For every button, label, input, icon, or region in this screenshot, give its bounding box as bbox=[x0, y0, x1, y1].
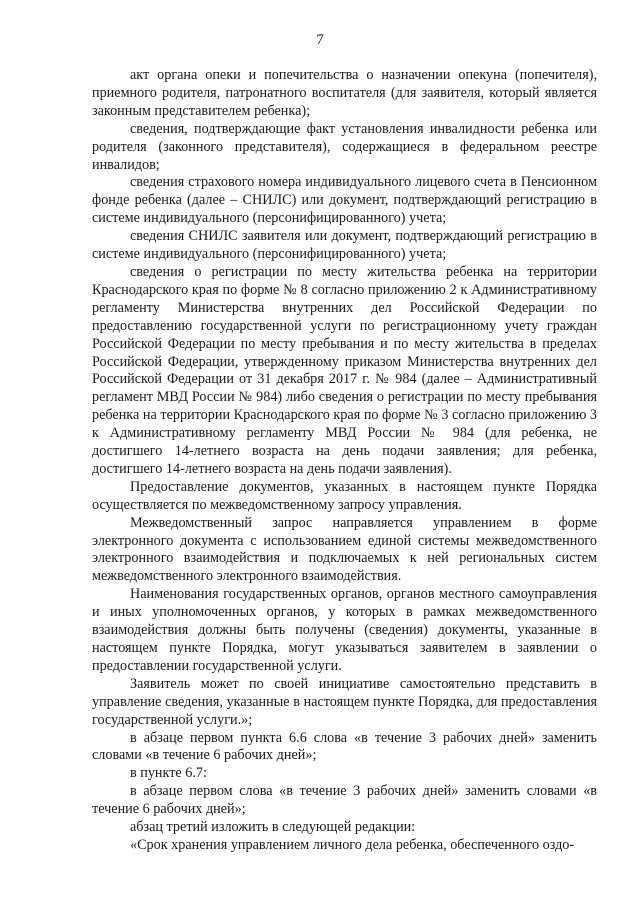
paragraph-authority-names: Наименования государственных органов, органов местного самоуправления и иных уполномоченных органов, у которых в рамках межведомственного взаимодействия должны быть получены (сведения) документы, указанные в настоящем пункте Порядка, могут указываться заявителем в заявлении о предоставлении государственной услуги. bbox=[92, 586, 597, 674]
paragraph-child-snils: сведения страхового номера индивидуального лицевого счета в Пенсионном фонде ребенка (далее – СНИЛС) или документ, подтверждающий регистрацию в системе индивидуального (персонифицированного) учета; bbox=[92, 174, 597, 227]
document-body bbox=[92, 67, 597, 855]
paragraph-guardian-act: акт органа опеки и попечительства о назначении опекуна (попечителя), приемного родителя, патронатного воспитателя (для заявителя, который является законным представителем ребенка); bbox=[92, 67, 597, 119]
page-number: 7 bbox=[316, 32, 324, 48]
paragraph-amend-first-para: в абзаце первом слова «в течение 3 рабочих дней» заменить словами «в течение 6 рабочих дней»; bbox=[92, 783, 597, 818]
paragraph-third-para-edit: абзац третий изложить в следующей редакции: bbox=[130, 819, 416, 836]
paragraph-registration-info: сведения о регистрации по месту жительства ребенка на территории Краснодарского края по форме № 8 согласно приложению 2 к Административному регламенту Министерства внутренних дел Российской Федерации по предоставлению государственной услуги по регистрационному учету граждан Российской Федерации по месту пребывания и по месту жительства в пределах Российской Федерации, утвержденному приказом Министерства внутренних дел Российской Федерации от 31 декабря 2017 г. № 984 (далее – Административный регламент МВД России № 984) либо сведения о регистрации по месту пребывания ребенка на территории Краснодарского края по форме № 3 согласно приложению 3 к Административному регламенту МВД России № 984 (для ребенка, не достигшего 14-летнего возраста на день подачи заявления; для ребенка, достигшего 14-летнего возраста на день подачи заявления). bbox=[92, 263, 597, 477]
paragraph-point-6-7: в пункте 6.7: bbox=[130, 765, 207, 782]
paragraph-disability-info: сведения, подтверждающие факт установления инвалидности ребенка или родителя (законного представителя), содержащиеся в федеральном реестре инвалидов; bbox=[92, 120, 597, 173]
paragraph-electronic-request: Межведомственный запрос направляется управлением в форме электронного документа с использованием единой системы межведомственного электронного взаимодействия и подключаемых к ней региональных систем межведомственного электронного взаимодействия. bbox=[92, 514, 597, 585]
paragraph-amend-6-6: в абзаце первом пункта 6.6 слова «в течение 3 рабочих дней» заменить словами «в течение 6 рабочих дней»; bbox=[92, 729, 597, 764]
paragraph-applicant-snils: сведения СНИЛС заявителя или документ, подтверждающий регистрацию в системе индивидуального (персонифицированного) учета; bbox=[92, 228, 597, 263]
paragraph-applicant-initiative: Заявитель может по своей инициативе самостоятельно представить в управление сведения, указанные в настоящем пункте Порядка, для предоставления государственной услуги.»; bbox=[92, 675, 597, 728]
paragraph-interagency-request: Предоставление документов, указанных в настоящем пункте Порядка осуществляется по межведомственному запросу управления. bbox=[92, 478, 597, 513]
paragraph-storage-term: «Срок хранения управлением личного дела ребенка, обеспеченного оздо- bbox=[130, 836, 575, 853]
